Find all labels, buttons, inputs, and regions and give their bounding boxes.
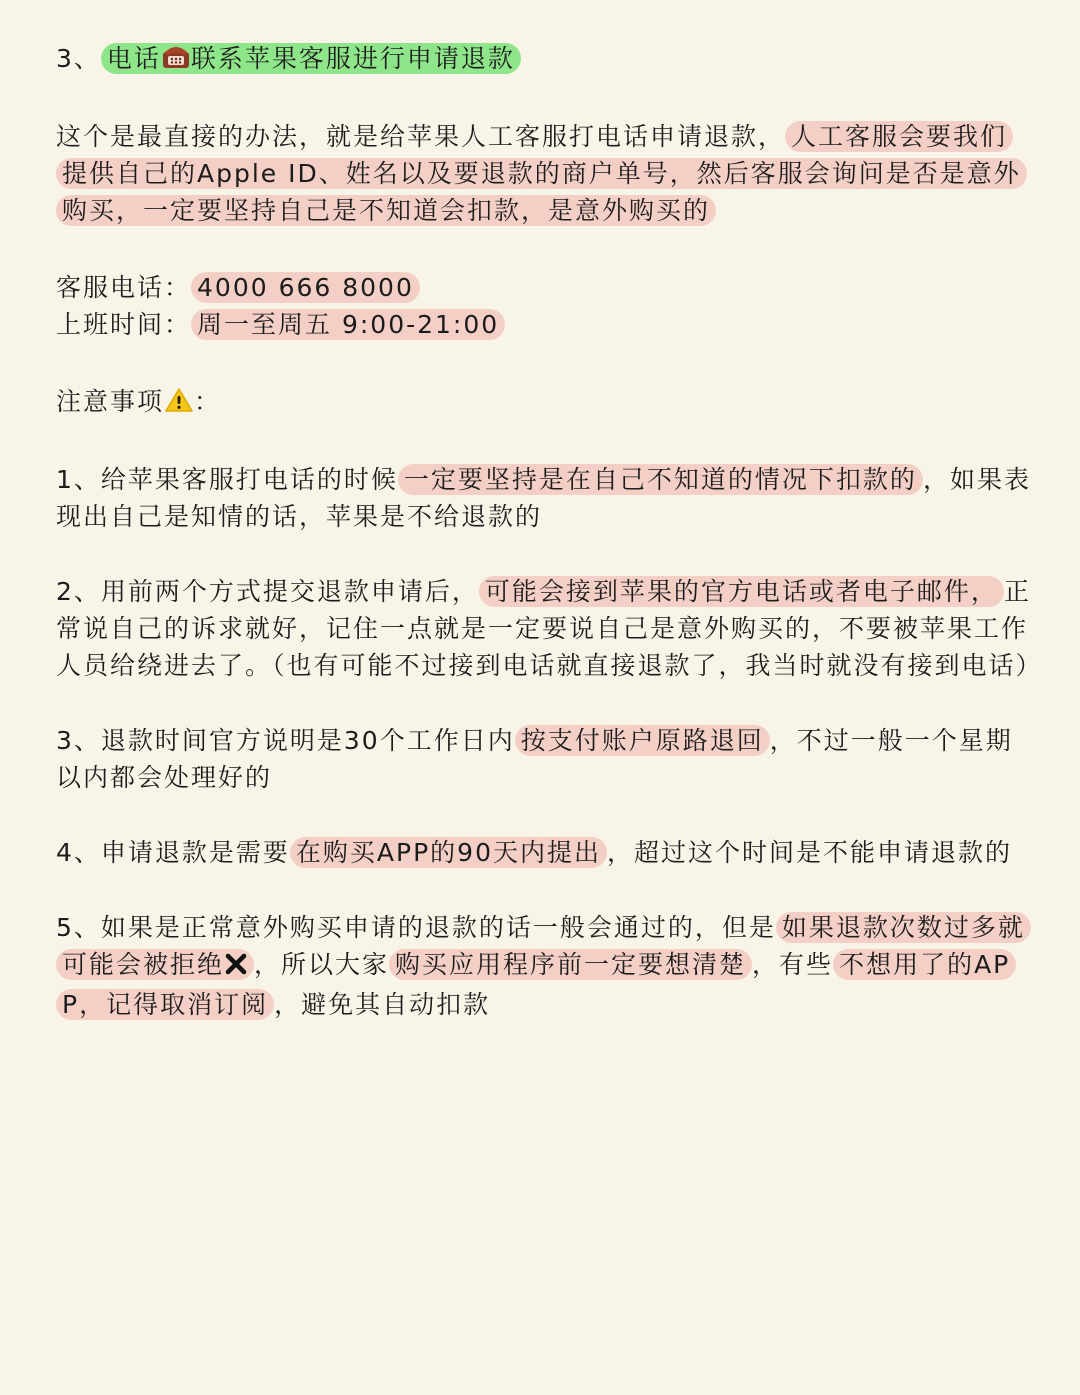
intro-plain: 这个是最直接的办法，就是给苹果人工客服打电话申请退款， (56, 122, 786, 151)
intro-highlight: 人工客服会要我们提供自己的Apple ID、姓名以及要退款的商户单号，然后客服会询问是否是意外购买，一定要坚持自己是不知道会扣款，是意外购买的 (56, 121, 1027, 226)
item2-plain-b: 正常说自己的诉求就好，记住一点就是一定要说自己是意外购买的，不要被苹果工作人员给绕进去了。（也有可能不过接到电话就直接退款了，我当时就没有接到电话） (56, 577, 1043, 680)
item1-plain-b: ，如果表现出自己是知情的话，苹果是不给退款的 (56, 465, 1031, 531)
item3-highlight: 按支付账户原路退回 (515, 725, 770, 756)
cross-mark-icon (224, 949, 248, 986)
item5-highlight-a-text: 如果退款次数过多就可能会被拒绝 (62, 913, 1025, 979)
item2-highlight: 可能会接到苹果的官方电话或者电子邮件， (479, 576, 1004, 607)
item5-plain-b: ，所以大家 (254, 950, 390, 979)
hours-value: 周一至周五 9:00-21:00 (191, 309, 505, 340)
item5-plain-d: ，避免其自动扣款 (274, 990, 491, 1019)
telephone-icon (161, 43, 191, 80)
warning-icon (164, 386, 194, 423)
hours-line (56, 306, 1032, 343)
item1-plain-a: 1、给苹果客服打电话的时候 (56, 465, 398, 494)
notes-title-suffix: ： (194, 387, 222, 416)
item5-highlight-c: 不想用了的APP，记得取消订阅 (56, 949, 1016, 1020)
section-title-highlight (101, 43, 521, 74)
note-item-5 (56, 909, 1032, 1023)
item1-highlight: 一定要坚持是在自己不知道的情况下扣款的 (398, 464, 923, 495)
note-item-1 (56, 461, 1032, 535)
notes-title: 注意事项 (56, 387, 165, 416)
item3-plain-b: ，不过一般一个星期以内都会处理好的 (56, 726, 1013, 792)
section-3-heading (56, 40, 1032, 80)
section-number: 3、 (56, 44, 101, 73)
item2-plain-a: 2、用前两个方式提交退款申请后， (56, 577, 479, 606)
item3-plain-a: 3、退款时间官方说明是30个工作日内 (56, 726, 515, 755)
intro-paragraph (56, 118, 1032, 229)
item5-highlight-b: 购买应用程序前一定要想清楚 (389, 949, 752, 980)
item4-plain-a: 4、申请退款是需要 (56, 838, 290, 867)
section-title-part-b: 联系苹果客服进行申请退款 (190, 44, 515, 73)
item5-plain-a: 5、如果是正常意外购买申请的退款的话一般会通过的，但是 (56, 913, 776, 942)
section-title-part-a: 电话 (106, 44, 161, 73)
item5-plain-c: ，有些 (752, 950, 834, 979)
phone-number: 4000 666 8000 (191, 272, 420, 303)
note-item-2 (56, 573, 1043, 684)
item4-highlight: 在购买APP的90天内提出 (290, 837, 607, 868)
note-item-4 (56, 834, 1032, 871)
item4-plain-b: ，超过这个时间是不能申请退款的 (607, 838, 1013, 867)
note-item-3 (56, 722, 1032, 796)
phone-label: 客服电话： (56, 273, 192, 302)
phone-line (56, 269, 1032, 306)
hours-label: 上班时间： (56, 310, 192, 339)
notes-heading (56, 383, 1032, 423)
contact-info (56, 269, 1032, 343)
